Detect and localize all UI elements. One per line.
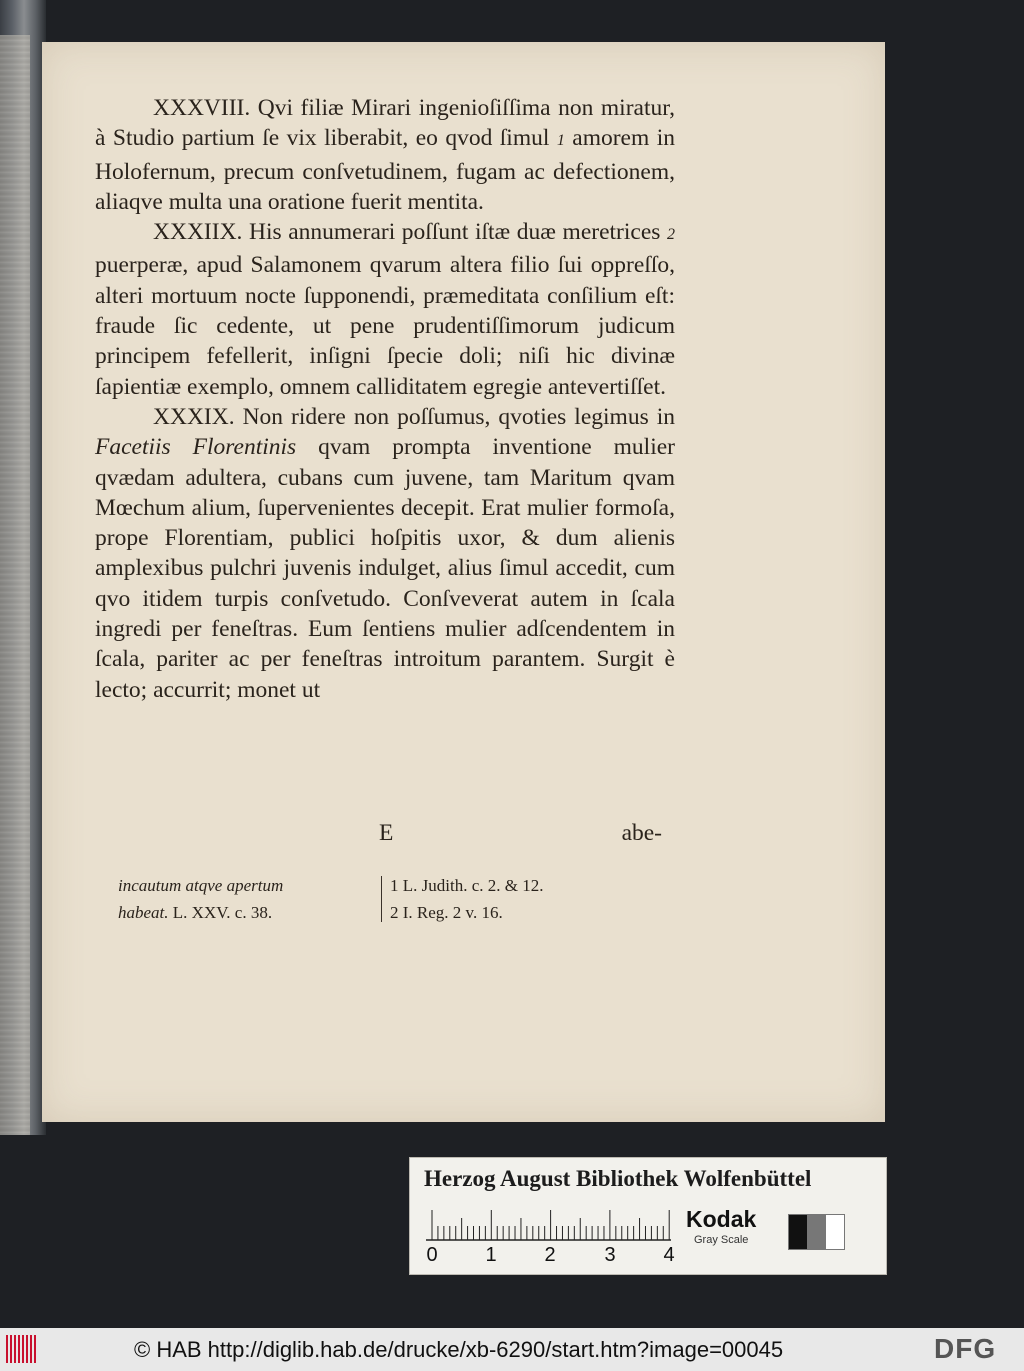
scale-number-3: 3 [604, 1244, 616, 1266]
left-page-edges [0, 35, 30, 1135]
page-body-text [95, 93, 675, 705]
hab-logo-icon [6, 1335, 38, 1363]
footnotes [118, 872, 638, 928]
signature-mark: E [379, 820, 394, 846]
gray-scale-caption: Gray Scale [694, 1234, 749, 1246]
paragraph-39: XXXIX. Non ridere non poſſumus, qvoties legimus in Facetiis Florentinis qvam prompta inventione mulier qvædam adultera, cubans cum juvene, tam Maritum qvam Mœchum alium, ſupervenientes decepit. Erat mulier formoſa, prope Florentiam, publici hoſpitis uxor, & dum alienis amplexibus pulchri juvenis indulget, alius ſimul accedit, cum qvo itidem turpis conſvetudo. Conſveverat autem in ſcala ingredi per feneſtras. Eum ſentiens mulier adſcendentem in ſcala, pariter ac per feneſtras introitum parantem. Surgit è lecto; accurrit; monet ut [95, 403, 675, 703]
footnote-left: incautum atqve apertum habeat. L. XXV. c. 38. [118, 876, 284, 922]
ruler-scale [426, 1206, 675, 1266]
section-number: XXXIX. [153, 403, 235, 430]
footnote-ref-1: 1 [556, 132, 565, 150]
dfg-logo: DFG [934, 1333, 997, 1364]
copyright-url[interactable]: © HAB http://diglib.hab.de/drucke/xb-6290/start.htm?image=00045 [134, 1337, 784, 1362]
italic-title: Facetiis Florentinis [95, 434, 297, 461]
section-number: XXXVIII. [153, 95, 251, 121]
scale-number-2: 2 [544, 1244, 556, 1266]
footnote-ref-2: 2 [667, 226, 675, 244]
kodak-logo: Kodak [686, 1206, 757, 1232]
gray-scale-patches [788, 1214, 845, 1250]
paragraph-38: XXXVIII. Qvi filiæ Mirari ingenioſiſſima non miratur, à Studio partium ſe vix liberabit, eo qvod ſimul 1 amorem in Holofernum, precum conſvetudinem, fugam ac defectionem, aliaqve multa una oratione fuerit mentita. [95, 95, 675, 215]
scale-number-4: 4 [663, 1244, 675, 1266]
catchword: abe- [621, 820, 662, 846]
paragraph-38b: XXXIIX. His annumerari poſſunt iſtæ duæ meretrices 2 puerperæ, apud Salamonem qvarum altera filio ſui oppreſſo, alteri mortuum nocte ſupponendi, præmeditata conſilium eſt: fraude ſic cedente, ut pene prudentiſſimorum judicum principem fefellerit, inſigni ſpecie doli; niſi hic divinæ ſapientiæ exemplo, omnem calliditatem egregie antevertiſſet. [95, 219, 675, 400]
scale-number-0: 0 [426, 1244, 438, 1266]
section-number: XXXIIX. [153, 219, 243, 246]
footnote-divider [381, 876, 382, 922]
footnote-right: 1 L. Judith. c. 2. & 12. 2 I. Reg. 2 v. 16. [390, 876, 544, 922]
footer-bar [0, 1328, 1024, 1371]
library-name: Herzog August Bibliothek Wolfenbüttel [424, 1166, 812, 1191]
ruler-ticks [426, 1206, 671, 1242]
scale-number-1: 1 [485, 1244, 497, 1266]
library-scale-card [409, 1157, 887, 1275]
catch-line [95, 820, 670, 850]
